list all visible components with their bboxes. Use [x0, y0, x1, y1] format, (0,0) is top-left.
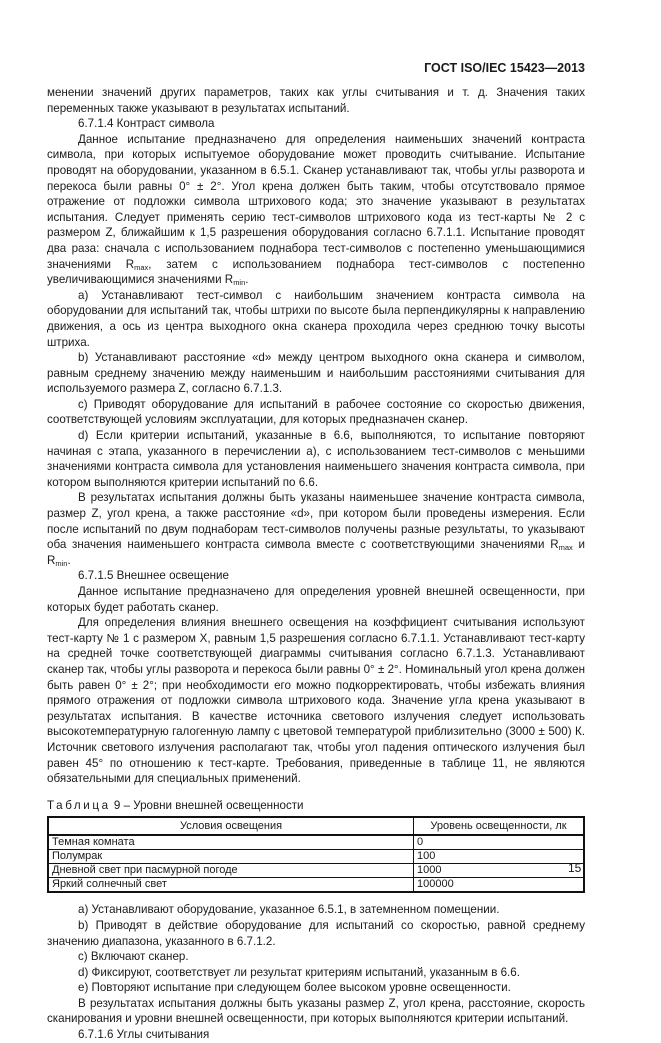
paragraph: d) Если критерии испытаний, указанные в 6.6, выполняются, то испытание повторяют начиная с этапа, указанного в перечислении a), с использованием тест-символов с меньшими значениями контраста символа для установления наименьшего значения контраста символа, при котором выполняются критерии испытаний по 6.6.	[47, 429, 585, 489]
paragraph: b) Приводят в действие оборудование для испытаний со скоростью, равной среднему значению диапазона, указанного в 6.7.1.2.	[47, 918, 585, 948]
table-row	[48, 878, 584, 893]
illumination-levels-table	[47, 816, 585, 893]
table-caption-prefix: Таблица	[47, 798, 111, 812]
cell-level: 0	[414, 835, 585, 850]
table-header-row	[48, 817, 584, 835]
paragraph: a) Устанавливают тест-символ с наибольшим значением контраста символа на оборудовании для испытаний так, чтобы штрихи по высоте была перпендикулярны к направлению движения, а ось из центра выходного окна сканера проходила через среднюю точку высоты штриха.	[47, 288, 585, 349]
paragraph: Данное испытание предназначено для определения уровней внешней освещенности, при которых будет работать сканер.	[47, 585, 585, 614]
paragraph: c) Приводят оборудование для испытаний в рабочее состояние со скоростью движения, соответствующей условиям эксплуатации, для которых предназначен сканер.	[47, 397, 585, 427]
paragraph: 6.7.1.6 Углы считывания	[78, 1028, 210, 1042]
paragraph: Для определения влияния внешнего освещения на коэффициент считывания используют тест-карту № 1 с размером X, равным 1,5 разрешения согласно 6.7.1.1. Устанавливают тест-карту на средней точке соответствующей диаграммы считывания согласно 6.7.1.3. Устанавливают сканер так, чтобы углы разворота и перекоса были равны 0° ± 2°. Номинальный угол крена должен быть равен 0° ± 2°; при необходимости его можно подкорректировать, чтобы избежать влияния прямого отражения от подложки символа штрихового кода. Значение угла крена указывают в результатах испытания. В качестве источника светового излучения следует использовать высокотемпературную галогенную лампу с цветовой температурой приблизительно (3000 ± 500) К. Источник светового излучения располагают так, чтобы угол падения оптического излучения был равен 45° по отношению к тест-карте. Требования, приведенные в таблице 11, не являются обязательными для специальных применений.	[47, 616, 585, 786]
table-row	[48, 850, 584, 864]
paragraph: 6.7.1.5 Внешнее освещение	[78, 569, 229, 583]
paragraph	[47, 132, 585, 288]
section-after-table	[47, 902, 585, 1042]
table-row	[48, 864, 584, 878]
paragraph: e) Повторяют испытание при следующем более высоком уровне освещенности.	[78, 981, 511, 995]
column-header-conditions: Условия освещения	[48, 817, 414, 835]
subscript: min	[233, 278, 246, 288]
column-header-level: Уровень освещенности, лк	[414, 817, 585, 835]
cell-condition: Дневной свет при пасмурной погоде	[48, 864, 414, 878]
paragraph: В результатах испытания должны быть указаны размер Z, угол крена, расстояние, скорость сканирования и уровни внешней освещенности, при которых выполняются критерии испытаний.	[47, 996, 585, 1026]
cell-level: 1000	[414, 864, 585, 878]
cell-level: 100	[414, 850, 585, 864]
paragraph-text: .	[245, 273, 249, 287]
paragraph: 6.7.1.4 Контраст символа	[78, 117, 215, 131]
paragraph: c) Включают сканер.	[78, 950, 189, 964]
cell-condition: Яркий солнечный свет	[48, 878, 414, 893]
paragraph: a) Устанавливают оборудование, указанное 6.5.1, в затемненном помещении.	[78, 903, 500, 917]
subscript: min	[55, 558, 68, 568]
cell-condition: Темная комната	[48, 835, 414, 850]
table-caption-number: 9	[113, 798, 121, 812]
paragraph	[47, 490, 585, 568]
paragraph: d) Фиксируют, соответствует ли результат критериям испытаний, указанным в 6.6.	[78, 965, 520, 979]
table-caption	[47, 798, 585, 814]
table-row	[48, 835, 584, 850]
paragraph-text: В результатах испытания должны быть указаны наименьшее значение контраста символа, размер Z, угол крена, а также расстояние «d», при котором были проведены измерения. Если после испытаний по двум поднаборам тест-символов получены разные результаты, то указывают оба значения наименьшего контраста символа вместе с соответствующими значениями R	[47, 491, 585, 552]
cell-condition: Полумрак	[48, 850, 414, 864]
paragraph-text: .	[67, 553, 71, 567]
paragraph-text: и R	[47, 538, 585, 567]
paragraph: менении значений других параметров, таких как углы считывания и т. д. Значения таких переменных также указывают в результатах испытаний.	[47, 86, 585, 115]
page-number: 15	[568, 861, 582, 875]
cell-level: 100000	[414, 878, 585, 893]
subscript: max	[558, 543, 573, 553]
document-header-standard: ГОСТ ISO/IEC 15423—2013	[424, 61, 585, 75]
subscript: max	[134, 262, 149, 272]
table-caption-text: – Уровни внешней освещенности	[120, 798, 304, 812]
section-before-table	[47, 85, 585, 787]
paragraph: b) Устанавливают расстояние «d» между центром выходного окна сканера и символом, равным среднему значению между наименьшим и наибольшим расстояниями считывания для используемого размера Z, согласно 6.7.1.3.	[47, 351, 585, 396]
paragraph-text: Данное испытание предназначено для определения наименьших значений контраста символа, при которых испытуемое оборудование может проводить считывание. Испытание проводят на оборудовании, указанном в 6.5.1. Сканер устанавливают так, чтобы углы разворота и перекоса были равны 0° ± 2°. Угол крена должен быть таким, чтобы отсутствовало прямое отражение от подложки символа штрихового кода; это значение указывают в результатах испытания. Следует применять серию тест-символов штрихового кода из тест-карты № 2 с размером Z, ближайшим к 1,5 разрешения оборудования согласно 6.7.1.1. Испытание проводят два раза: сначала с использованием поднабора тест-символов с постепенно уменьшающимися значениями R	[47, 132, 585, 271]
document-body	[47, 85, 585, 1043]
paragraph-text: , затем с использованием поднабора тест-символов с постепенно увеличивающимися значениями R	[47, 257, 585, 287]
